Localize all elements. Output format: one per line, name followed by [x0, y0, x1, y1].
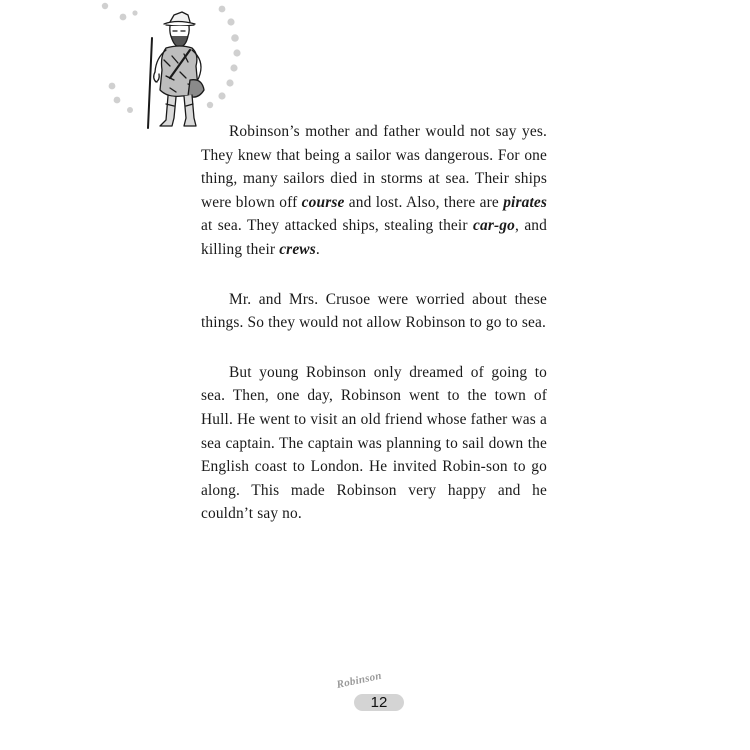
paragraph-text: , and killing their: [201, 217, 547, 258]
paragraph-3: [201, 361, 547, 526]
paragraph-text: Mr. and Mrs. Crusoe were worried about these things. So they would not allow Robinson to go to sea.: [201, 290, 547, 332]
vocabulary-word: course: [301, 193, 345, 211]
paragraph-text: But young Robinson only dreamed of going to sea. Then, one day, Robinson went to the town of Hull. He went to visit an old friend whose father was a sea captain. The captain was planning to sail down the English coast to London. He invited Robin-son to go along. This made Robinson very happy and he couldn’t say no.: [201, 363, 547, 523]
paragraph-1: [201, 120, 547, 262]
paragraph-2: [201, 288, 547, 335]
vocabulary-word: crews: [279, 240, 316, 258]
paragraph-text: at sea. They attacked ships, stealing their: [201, 217, 473, 235]
page-footer: [318, 669, 418, 716]
vocabulary-word: pirates: [503, 193, 547, 211]
paragraph-text: .: [315, 240, 320, 258]
page-number: 12: [370, 694, 388, 711]
paragraph-text: and lost. Also, there are: [344, 193, 504, 211]
robinson-crusoe-figure-icon: [100, 0, 250, 135]
paragraph-text: Robinson’s mother and father would not say yes. They knew that being a sailor was dangerous. For one thing, many sailors died in storms at sea. Their ships were blown off: [201, 123, 547, 211]
book-title-label: Robinson: [335, 669, 383, 691]
vocabulary-word: car-go: [473, 217, 515, 235]
story-text: [201, 120, 547, 552]
